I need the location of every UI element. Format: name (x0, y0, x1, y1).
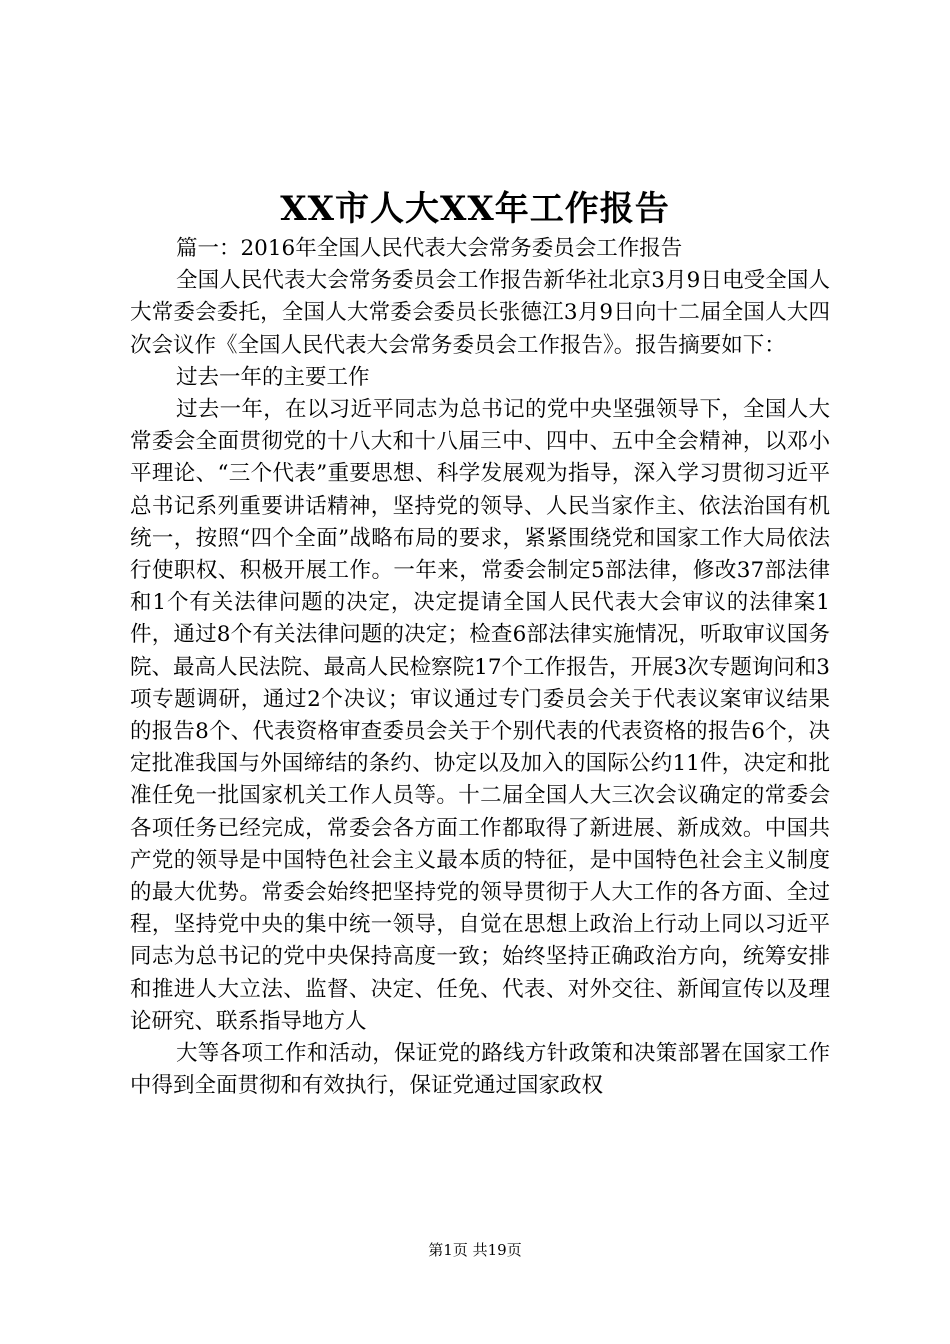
paragraph-section-heading: 篇一：2016年全国人民代表大会常务委员会工作报告 (176, 236, 683, 261)
paragraph-intro: 全国人民代表大会常务委员会工作报告新华社北京3月9日电受全国人大常委会委托，全国人大常委会委员长张德江3月9日向十二届全国人大四次会议作《全国人民代表大会常务委员会工作报告》。报告摘要如下： (130, 268, 830, 358)
paragraph-continued: 大等各项工作和活动，保证党的路线方针政策和决策部署在国家工作中得到全面贯彻和有效执行，保证党通过国家政权 (130, 1041, 830, 1099)
paragraph-main: 过去一年，在以习近平同志为总书记的党中央坚强领导下，全国人大常委会全面贯彻党的十八大和十八届三中、四中、五中全会精神，以邓小平理论、“三个代表”重要思想、科学发展观为指导，深入学习贯彻习近平总书记系列重要讲话精神，坚持党的领导、人民当家作主、依法治国有机统一，按照“四个全面”战略布局的要求，紧紧围绕党和国家工作大局依法行使职权、积极开展工作。一年来，常委会制定5部法律，修改37部法律和1个有关法律问题的决定，决定提请全国人民代表大会审议的法律案1件，通过8个有关法律问题的决定；检查6部法律实施情况，听取审议国务院、最高人民法院、最高人民检察院17个工作报告，开展3次专题询问和3项专题调研，通过2个决议；审议通过专门委员会关于代表议案审议结果的报告8个、代表资格审查委员会关于个别代表的代表资格的报告6个，决定批准我国与外国缔结的条约、协定以及加入的国际公约11件，决定和批准任免一批国家机关工作人员等。十二届全国人大三次会议确定的常委会各项任务已经完成，常委会各方面工作都取得了新进展、新成效。中国共产党的领导是中国特色社会主义最本质的特征，是中国特色社会主义制度的最大优势。常委会始终把坚持党的领导贯彻于人大工作的各方面、全过程，坚持党中央的集中统一领导，自觉在思想上政治上行动上同以习近平同志为总书记的党中央保持高度一致；始终坚持正确政治方向，统筹安排和推进人大立法、监督、决定、任免、代表、对外交往、新闻宣传以及理论研究、联系指导地方人 (130, 397, 830, 1034)
document-title: XX市人大XX年工作报告 (280, 189, 670, 229)
document-body (130, 233, 830, 1102)
paragraph-subheading: 过去一年的主要工作 (176, 364, 370, 390)
page-footer: 第1页 共19页 (428, 1241, 522, 1259)
